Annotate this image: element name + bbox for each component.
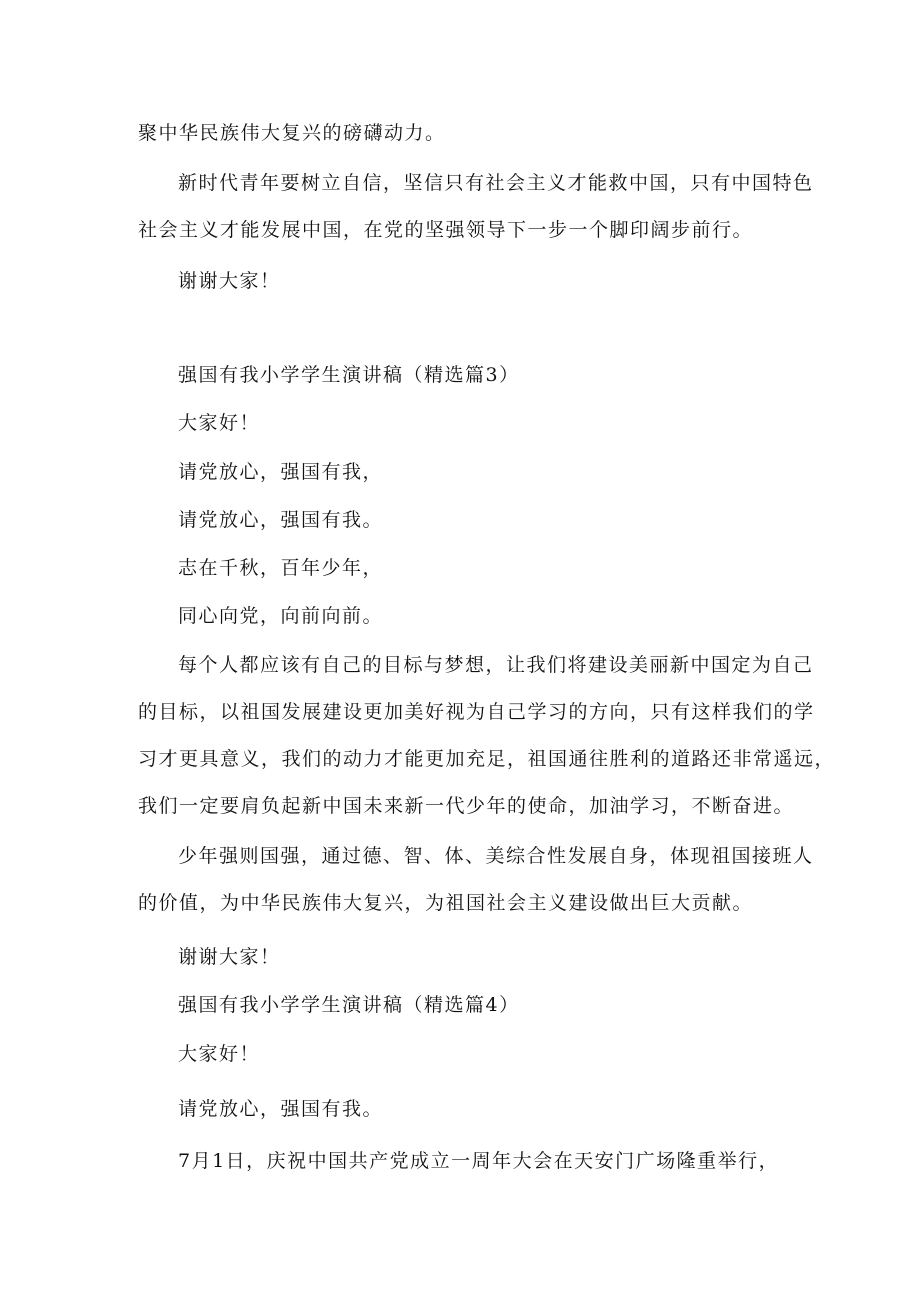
greeting: 大家好！ bbox=[178, 412, 261, 434]
section-heading: 强国有我小学学生演讲稿（精选篇3） bbox=[178, 364, 520, 386]
paragraph-line: 的价值，为中华民族伟大复兴，为祖国社会主义建设做出巨大贡献。 bbox=[138, 892, 754, 914]
paragraph-line: 新时代青年要树立自信，坚信只有社会主义才能救中国，只有中国特色 bbox=[178, 172, 814, 194]
paragraph-line: 每个人都应该有自己的目标与梦想，让我们将建设美丽新中国定为自己 bbox=[178, 654, 814, 676]
greeting: 大家好！ bbox=[178, 1043, 261, 1065]
verse-line: 请党放心，强国有我， bbox=[178, 461, 384, 483]
verse-line: 请党放心，强国有我。 bbox=[178, 509, 384, 531]
section-heading: 强国有我小学学生演讲稿（精选篇4） bbox=[178, 994, 520, 1016]
verse-line: 志在千秋，百年少年， bbox=[178, 557, 384, 579]
paragraph-line: 少年强则国强，通过德、智、体、美综合性发展自身，体现祖国接班人 bbox=[178, 845, 814, 867]
verse-line: 同心向党，向前向前。 bbox=[178, 605, 384, 627]
paragraph-line: 聚中华民族伟大复兴的磅礴动力。 bbox=[138, 122, 446, 144]
closing-thanks: 谢谢大家！ bbox=[178, 946, 281, 968]
paragraph-line: 习才更具意义，我们的动力才能更加充足，祖国通往胜利的道路还非常遥远， bbox=[138, 748, 836, 770]
paragraph-line: 7月1日，庆祝中国共产党成立一周年大会在天安门广场隆重举行， bbox=[178, 1150, 780, 1172]
paragraph-line: 我们一定要肩负起新中国未来新一代少年的使命，加油学习，不断奋进。 bbox=[138, 795, 795, 817]
closing-thanks: 谢谢大家！ bbox=[178, 270, 281, 292]
paragraph-line: 社会主义才能发展中国，在党的坚强领导下一步一个脚印阔步前行。 bbox=[138, 219, 754, 241]
paragraph-line: 的目标，以祖国发展建设更加美好视为自己学习的方向，只有这样我们的学 bbox=[138, 701, 815, 723]
verse-line: 请党放心，强国有我。 bbox=[178, 1098, 384, 1120]
